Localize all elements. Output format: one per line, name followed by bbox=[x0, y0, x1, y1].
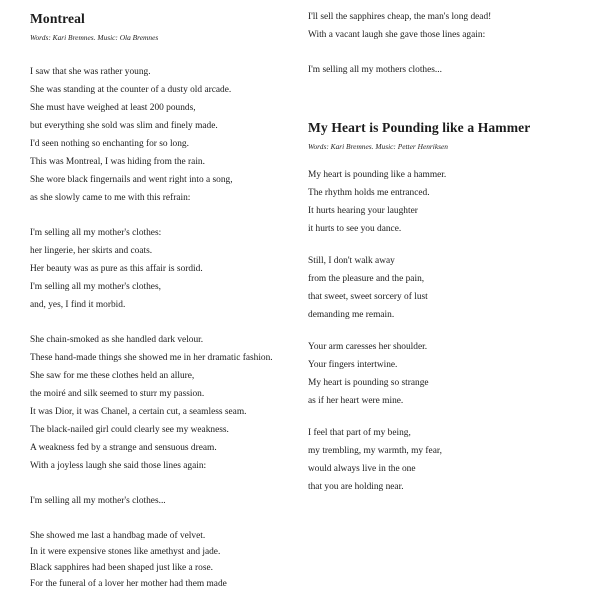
lyric-line: It was Dior, it was Chanel, a certain cut, a seamless seam. bbox=[30, 407, 247, 417]
song-title-my-heart: My Heart is Pounding like a Hammer bbox=[308, 120, 531, 135]
lyric-line: demanding me remain. bbox=[308, 310, 395, 320]
lyric-line: She saw for me these clothes held an allure, bbox=[30, 371, 195, 381]
lyric-line: as she slowly came to me with this refrain: bbox=[30, 193, 191, 203]
lyric-line: This was Montreal, I was hiding from the rain. bbox=[30, 157, 205, 167]
lyric-line: that sweet, sweet sorcery of lust bbox=[308, 292, 428, 302]
lyric-line: Still, I don't walk away bbox=[308, 256, 395, 266]
lyric-line: The black-nailed girl could clearly see my weakness. bbox=[30, 425, 229, 435]
song-title-montreal: Montreal bbox=[30, 11, 85, 26]
lyric-line: For the funeral of a lover her mother had them made bbox=[30, 579, 227, 589]
lyric-line: She was standing at the counter of a dusty old arcade. bbox=[30, 85, 232, 95]
lyric-line: the moiré and silk seemed to sturr my passion. bbox=[30, 389, 205, 399]
lyric-line: I feel that part of my being, bbox=[308, 428, 411, 438]
lyric-line: With a joyless laugh she said those lines again: bbox=[30, 461, 207, 471]
lyric-line: and, yes, I find it morbid. bbox=[30, 300, 126, 310]
lyric-line: She showed me last a handbag made of velvet. bbox=[30, 531, 206, 541]
lyric-line: I'll sell the sapphires cheap, the man's long dead! bbox=[308, 12, 492, 22]
lyric-line: She chain-smoked as she handled dark velour. bbox=[30, 335, 204, 345]
lyric-line: My heart is pounding like a hammer. bbox=[308, 170, 447, 180]
lyric-line: In it were expensive stones like amethyst and jade. bbox=[30, 547, 221, 557]
lyric-line: Your arm caresses her shoulder. bbox=[308, 342, 428, 352]
lyric-line: I'm selling all my mother's clothes, bbox=[30, 282, 161, 292]
lyric-line: Black sapphires had been shaped just like a rose. bbox=[30, 563, 214, 573]
lyric-line: It hurts hearing your laughter bbox=[308, 206, 418, 216]
lyric-line: The rhythm holds me entranced. bbox=[308, 188, 430, 198]
lyric-line: would always live in the one bbox=[308, 464, 416, 474]
song-credit-montreal: Words: Kari Bremnes. Music: Ola Bremnes bbox=[30, 33, 159, 42]
lyric-line: it hurts to see you dance. bbox=[308, 224, 402, 234]
lyric-line: I'm selling all my mother's clothes... bbox=[30, 496, 166, 506]
lyric-line: A weakness fed by a strange and sensuous dream. bbox=[30, 443, 217, 453]
lyric-line: that you are holding near. bbox=[308, 482, 404, 492]
lyric-line: I'm selling all my mother's clothes: bbox=[30, 228, 162, 238]
lyric-line: These hand-made things she showed me in her dramatic fashion. bbox=[30, 353, 273, 363]
lyric-line: She wore black fingernails and went right into a song, bbox=[30, 175, 233, 185]
lyric-line: her lingerie, her skirts and coats. bbox=[30, 246, 153, 256]
lyric-line: I'm selling all my mothers clothes... bbox=[308, 65, 442, 75]
lyric-line: I saw that she was rather young. bbox=[30, 67, 151, 77]
song-credit-my-heart: Words: Kari Bremnes. Music: Petter Henriksen bbox=[308, 142, 448, 151]
lyric-line: Your fingers intertwine. bbox=[308, 360, 398, 370]
lyric-line: She must have weighed at least 200 pounds, bbox=[30, 103, 196, 113]
lyric-line: my trembling, my warmth, my fear, bbox=[308, 446, 442, 456]
lyric-line: but everything she sold was slim and finely made. bbox=[30, 121, 218, 131]
lyric-line: Her beauty was as pure as this affair is sordid. bbox=[30, 264, 203, 274]
lyric-line: My heart is pounding so strange bbox=[308, 378, 429, 388]
lyric-line: I'd seen nothing so enchanting for so long. bbox=[30, 139, 189, 149]
lyric-line: With a vacant laugh she gave those lines again: bbox=[308, 30, 486, 40]
lyric-line: as if her heart were mine. bbox=[308, 396, 404, 406]
lyric-line: from the pleasure and the pain, bbox=[308, 274, 425, 284]
